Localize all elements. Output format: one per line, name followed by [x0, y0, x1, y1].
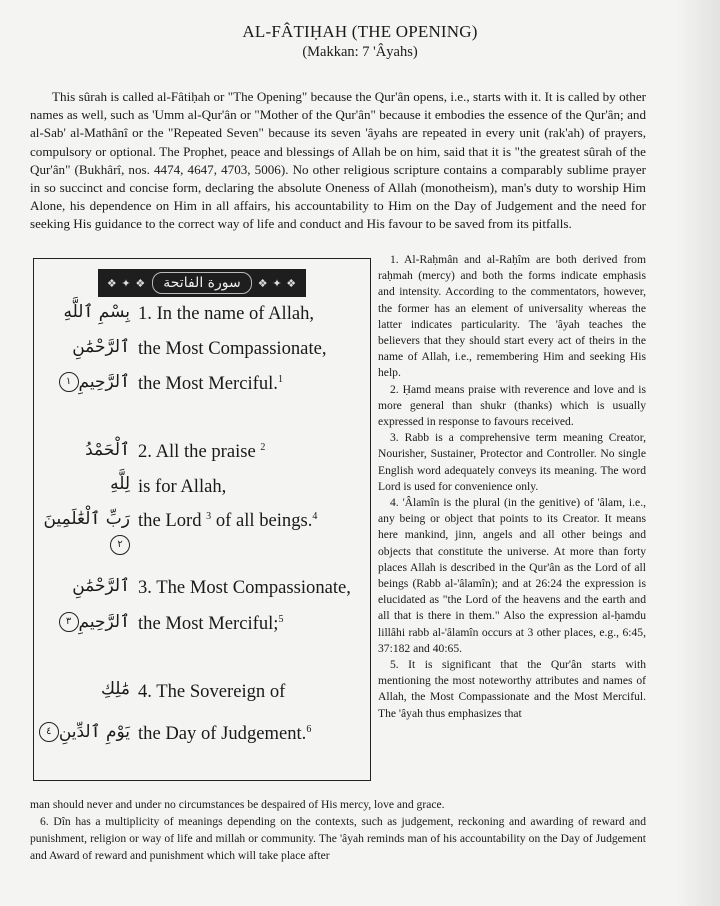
surah-arabic-title: سورة الفاتحة — [152, 272, 251, 294]
verse-arabic-text: ٱلرَّحِيمِ — [78, 372, 130, 392]
footnote-ref: 6 — [306, 723, 312, 735]
verse-row — [34, 472, 370, 506]
verse-english-text: the Day of Judgement. — [138, 723, 307, 744]
page-edge-shadow — [676, 0, 720, 906]
ayah-number-icon: ١ — [59, 372, 79, 392]
verse-english-text: the Most Merciful; — [138, 613, 279, 634]
verse-arabic: ٱلرَّحْمَٰنِ — [72, 337, 130, 357]
footnotes-column — [378, 252, 646, 722]
footnote-6: 6. Dîn has a multiplicity of meanings depending on the contexts, such as judgement, reckoning and awarding of reward and punishment, religion or way of life and millah or community. The 'âyah reminds man of his accountability on the Day of Judgement and Award of reward and punishment which will take place after — [30, 815, 646, 862]
verse-arabic — [38, 611, 130, 632]
verse-arabic: ٱلْحَمْدُ — [85, 440, 130, 460]
footnote-ref: 1 — [277, 373, 283, 385]
page-title: AL-FÂTIḤAH (THE OPENING) — [242, 22, 478, 41]
footnote-ref: 3 — [206, 510, 212, 522]
surah-header-banner — [98, 269, 306, 297]
verse-arabic — [38, 721, 130, 742]
intro-paragraph — [30, 88, 646, 234]
verse-row — [34, 437, 370, 471]
verse-english-text: of all beings. — [211, 510, 313, 531]
footnote-ref: 4 — [312, 510, 318, 522]
verse-english: the Most Compassionate, — [138, 338, 327, 359]
page-subtitle: (Makkan: 7 'Âyahs) — [302, 44, 418, 60]
verse-english: 4. The Sovereign of — [138, 681, 286, 702]
verse-arabic: لِلَّهِ — [110, 474, 130, 494]
verse-arabic: مَٰلِكِ — [100, 679, 130, 699]
footnotes-bottom — [30, 796, 646, 864]
verse-row — [34, 573, 370, 607]
ayah-number-icon: ٤ — [39, 722, 59, 742]
intro-text: This sûrah is called al-Fâtiḥah or "The Opening" because the Qur'ân opens, i.e., starts with it. It is called by other names as well, such as 'Umm al-Qur'ân or "Mother of the Qur'ân" because it embodies the essence of the Qur'ân; and al-Sab' al-Mathânî or the "Repeated Seven" because its seven 'âyahs are repeated in every unit (rak'ah) of prayers, compulsory or optional. The Prophet, peace and blessings of Allah be on him, said that it is "the greatest sûrah of the Qur'ân" (Bukhârî, nos. 4474, 4647, 4703, 5006). No other religious scripture contains a comparably sublime prayer in so succinct and concise form, declaring the absolute Oneness of Allah (monotheism), man's duty to worship Him Alone, his dependence on Him in all affairs, his accountability to Him on the Day of Judgement and the need for seeking His guidance to the correct way of life and conduct and His favour to be saved from its pitfalls. — [30, 89, 646, 232]
verse-arabic-text: يَوْمِ ٱلدِّينِ — [58, 722, 130, 742]
verse-english — [138, 723, 311, 745]
verse-english: 3. The Most Compassionate, — [138, 577, 351, 598]
verse-english-text: 2. All the praise — [138, 441, 256, 462]
verse-row — [34, 369, 370, 403]
verse-english — [138, 613, 283, 635]
footnote-2: 2. Ḥamd means praise with reverence and love and is more general than shukr (thanks) which is usually expressed in response to favours received. — [378, 382, 646, 429]
verse-row — [34, 609, 370, 643]
verse-english-text: the Lord — [138, 510, 202, 531]
verse-arabic: ٱلرَّحْمَٰنِ — [72, 576, 130, 596]
footnote-4: 4. 'Âlamîn is the plural (in the genitive) of 'âlam, i.e., any being or object that points to its Creator. It means here mankind, jinn, angels and all other beings and objects that constitute the universe. At more than forty places Allah is described in the Qur'ân as the Lord of all beings (Rabb al-'âlamîn); and at 26:24 the expression is elucidated as "the Lord of the heavens and the earth and all that is there in them." Also the expression al-ḥamdu lillâhi rabb al-'âlamîn occurs at 3 other places, e.g., 6:45, 37:182 and 40:65. — [378, 496, 646, 655]
verse-row — [34, 334, 370, 368]
verse-arabic-text: ٱلرَّحِيمِ — [78, 612, 130, 632]
ayah-number-icon: ٢ — [110, 535, 130, 555]
verse-row — [34, 299, 370, 333]
ornament-right: ❖ ✦ ❖ — [257, 277, 298, 290]
verse-english — [138, 510, 317, 532]
verse-english: 1. In the name of Allah, — [138, 303, 315, 324]
verse-english: is for Allah, — [138, 476, 227, 497]
footnote-3: 3. Rabb is a comprehensive term meaning Creator, Nourisher, Sustainer, Protector and Controller. No single English word adequately conveys its meaning. The word Lord is used for convenience only. — [378, 431, 646, 493]
verse-arabic — [38, 371, 130, 392]
ayah-number-icon: ٣ — [59, 612, 79, 632]
ornament-left: ❖ ✦ ❖ — [106, 277, 147, 290]
verse-english — [138, 373, 283, 395]
verse-arabic: بِسْمِ ٱللَّهِ — [63, 302, 130, 322]
verse-arabic: رَبِّ ٱلْعَٰلَمِينَ — [43, 509, 130, 529]
verse-row — [34, 719, 370, 753]
verse-english — [138, 441, 265, 463]
verse-row — [34, 535, 370, 569]
verse-box — [33, 258, 371, 781]
verse-english-text: the Most Merciful. — [138, 373, 278, 394]
footnote-ref: 5 — [278, 613, 284, 625]
footnote-1: 1. Al-Raḥmân and al-Raḥîm are both derived from raḥmah (mercy) and both the forms indicate emphasis and intensity. According to the commentators, however, the former has an element of universality whereas the latter indicates particularity. The 'âyah teaches the believers that they should start every act of theirs in the name of Allah, i.e., remembering Him and seeking His help. — [378, 253, 646, 380]
verse-row — [34, 677, 370, 711]
footnote-5-continued: man should never and under no circumstances be despaired of His mercy, love and grace. — [30, 798, 445, 811]
footnote-5: 5. It is significant that the Qur'ân starts with mentioning the most noteworthy attributes and names of Allah, the Most Compassionate and the Most Merciful. The 'âyah thus emphasizes that — [378, 658, 646, 720]
footnote-ref: 2 — [260, 441, 266, 453]
